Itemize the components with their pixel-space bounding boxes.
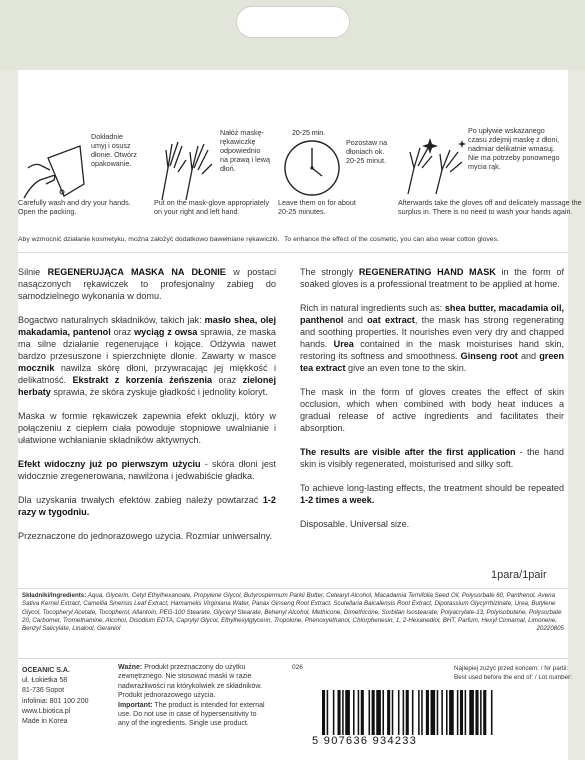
barcode-number: 5 907636 934233 xyxy=(312,735,418,747)
barcode-bar xyxy=(392,690,394,735)
barcode-bar xyxy=(437,690,439,735)
description-en xyxy=(300,266,564,542)
barcode-bar xyxy=(353,690,355,735)
barcode-bar xyxy=(465,690,467,735)
batch-code: 026 xyxy=(292,664,303,671)
best-before: Najlepiej zużyć przed końcem: / Nr partii: Best used before the end of: / Lot number: xyxy=(454,665,572,681)
pl-disposable: Przeznaczone do jednorazowego użycia. Rozmiar uniwersalny. xyxy=(18,531,273,541)
right-edge xyxy=(568,70,585,760)
barcode-bar xyxy=(491,690,493,735)
barcode-bar xyxy=(441,690,443,735)
step-3-en: Leave them on for about 20-25 minutes. xyxy=(278,198,356,216)
barcode-bar xyxy=(372,690,375,735)
barcode-bar xyxy=(376,690,381,735)
pl-ingredients-desc: Bogactwo naturalnych składników, takich jak: masło shea, olej makadamia, pantenol oraz wyciąg z owsa sprawia, że maska ma silne działanie regenerujące i kojące. Odżywia nawet bardzo przesuszone i spierzchnięte dłonie. Zawarty w masce mocznik nawilża skórę dłoni, przywracając jej miękkość i delikatność. Ekstrakt z korzenia żeńszenia oraz zielonej herbaty sprawia, że skóra zyskuje gładkość i jednolity koloryt. xyxy=(18,315,276,397)
step-1-en: Carefully wash and dry your hands. Open the packing. xyxy=(18,198,131,216)
barcode-bar xyxy=(412,690,414,735)
step-4-en: Afterwards take the gloves off and delicately massage the surplus in. There is no need to wash your hands again. xyxy=(398,198,582,216)
step-3-pl: Pozostaw na dłoniach ok. 20-25 minut. xyxy=(346,138,388,165)
step-2-en: Put on the mask-glove appropriately on your right and left hand. xyxy=(154,198,270,216)
en-intro: The strongly REGENERATING HAND MASK in the form of soaked gloves is a professional treatment to be applied at home. xyxy=(300,267,564,289)
divider-3 xyxy=(18,658,568,659)
barcode-bar xyxy=(361,690,364,735)
barcode-bar xyxy=(369,690,371,735)
warning-text: Ważne: Produkt przeznaczony do użytku zewnętrznego. Nie stosować maski w razie nadwrażliwości na którykolwiek ze składników. Produkt jednorazowego użycia. Important: The product is intended for external use. Do not use in case of hypersensitivity to any of the ingredients. Single use product. xyxy=(118,664,265,728)
clock-icon xyxy=(282,138,342,198)
divider-2 xyxy=(18,588,568,589)
barcode-bar xyxy=(446,690,448,735)
barcode-bar xyxy=(480,690,482,735)
barcode-bar xyxy=(421,690,423,735)
step-1 xyxy=(18,124,148,219)
barcode-bar xyxy=(398,690,400,735)
step-1-pl: Dokładnie umyj i osusz dłonie. Otwórz opakowanie. xyxy=(91,132,137,168)
barcode-bar xyxy=(460,690,463,735)
ingredients-code: 20220805 xyxy=(536,625,564,633)
step-2 xyxy=(148,124,278,219)
description-pl xyxy=(18,266,276,554)
barcode-bar xyxy=(338,690,341,735)
barcode-bar xyxy=(382,690,384,735)
ingredients-label: Składniki/Ingredients: xyxy=(22,592,87,599)
barcode-image xyxy=(322,690,562,735)
left-edge xyxy=(0,70,18,760)
barcode-bar xyxy=(322,690,325,735)
glove-hands-icon xyxy=(156,134,216,206)
barcode-bar xyxy=(327,690,329,735)
hang-hole xyxy=(236,6,350,38)
hands-sparkle-icon xyxy=(400,134,472,200)
barcode-bar xyxy=(475,690,478,735)
step-4-pl: Po upływie wskazanego czasu zdejmij maskę z dłoni, nadmiar delikatnie wmasuj. Nie ma potrzeby ponownego mycia rąk. xyxy=(468,126,560,171)
note-en: To enhance the effect of the cosmetic, you can also wear cotton gloves. xyxy=(284,236,499,243)
divider xyxy=(18,252,568,253)
barcode-bar xyxy=(345,690,350,735)
barcode-bar xyxy=(457,690,459,735)
en-ingredients-desc: Rich in natural ingredients such as: shea butter, macadamia oil, panthenol and oat extract, the mask has strong regenerating and soothing properties. It nourishes even very dry and chapped hands. Urea contained in the mask moisturises hand skin, restoring its softness and smoothness. Ginseng root and green tea extract give an even tone to the skin. xyxy=(300,303,564,373)
en-frequency: To achieve long-lasting effects, the treatment should be repeated 1-2 times a week. xyxy=(300,483,564,505)
barcode-bar xyxy=(431,690,436,735)
en-occlusion: The mask in the form of gloves creates the effect of skin occlusion, which when combined with body heat induces a gradual release of active ingredients and facilitates their absorption. xyxy=(300,387,564,433)
step-3 xyxy=(278,124,398,219)
pl-frequency: Dla uzyskania trwałych efektów zabieg należy powtarzać 1-2 razy w tygodniu. xyxy=(18,495,276,517)
ingredients-list: Składniki/Ingredients: Aqua, Glycerin, Cetyl Ethylhexanoate, Propylene Glycol, Butyrospermum Parkii Butter, Cetearyl Alcohol, Macadamia Ternifolia Seed Oil, Polysorbate 60, Panthenol, Avena Sativa Kernel Extract, Camellia Sinensis Leaf Extract, Hamamelis Virginiana Water, Panax Ginseng Root Extract, Scutellaria Baicalensis Root Extract, Dipotassium Glycyrrhizinate, Urea, Butylene Glycol, Tocopheryl Acetate, Tocopherol, Allantoin, PEG-100 Stearate, Glyceryl Stearate, Behenyl Alcohol, Methicone, Dimethicone, Sorbitan Isostearate, Polyacrylate-13, Polyisobutene, Polysorbate 20, Carbomer, Tromethamine, Alcohol, Disodium EDTA, Caprylyl Glycol, Ethylhexylglycerin, Tropolone, Phenoxyethanol, Chlorphenesin, 1, 2-Hexanediol, BHT, Parfum, Hexyl Cinnamal, Limonene, Benzyl Salicylate, Linalool, Geraniol 20220805 xyxy=(22,592,564,633)
pl-effect: Efekt widoczny już po pierwszym użyciu - skóra dłoni jest widocznie zregenerowana, nawilżona i jedwabiście gładka. xyxy=(18,459,276,481)
barcode-bar xyxy=(449,690,454,735)
step-4 xyxy=(398,124,582,219)
pl-intro: Silnie REGENERUJĄCA MASKA NA DŁONIE w postaci nasączonych rękawiczek to profesjonalny zabieg do samodzielnego wykonania w domu. xyxy=(18,267,277,301)
note-pl: Aby wzmocnić działanie kosmetyku, można założyć dodatkowo bawełniane rękawiczki. xyxy=(18,236,280,243)
pl-occlusion: Maska w formie rękawiczek zapewnia efekt okluzji, który w połączeniu z ciepłem ciała powoduje stopniowe uwalnianie i ułatwione wchłanianie składników aktywnych. xyxy=(18,411,276,445)
barcode-bar xyxy=(358,690,360,735)
barcode-bar xyxy=(483,690,486,735)
step-2-pl: Nałóż maskę- rękawiczkę odpowiednio na prawą i lewą dłoń. xyxy=(220,128,270,173)
barcode-bar xyxy=(403,690,405,735)
barcode-bar xyxy=(406,690,409,735)
barcode-bar xyxy=(469,690,474,735)
en-effect: The results are visible after the first application - the hand skin is visibly regenerated, moisturised and silky soft. xyxy=(300,447,564,469)
barcode-bar xyxy=(387,690,390,735)
manufacturer-address: OCEANIC S.A. ul. Łokietka 58 81-736 Sopot infolinia: 801 100 200 www.Lbiotica.pl Made in Korea xyxy=(22,667,89,726)
barcode-bar xyxy=(333,690,335,735)
barcode-bar xyxy=(418,690,420,735)
clock-label: 20-25 min. xyxy=(292,130,326,137)
en-disposable: Disposable. Universal size. xyxy=(300,519,410,529)
barcode-bar xyxy=(342,690,344,735)
pair-count: 1para/1pair xyxy=(491,569,547,581)
barcode-bar xyxy=(426,690,429,735)
